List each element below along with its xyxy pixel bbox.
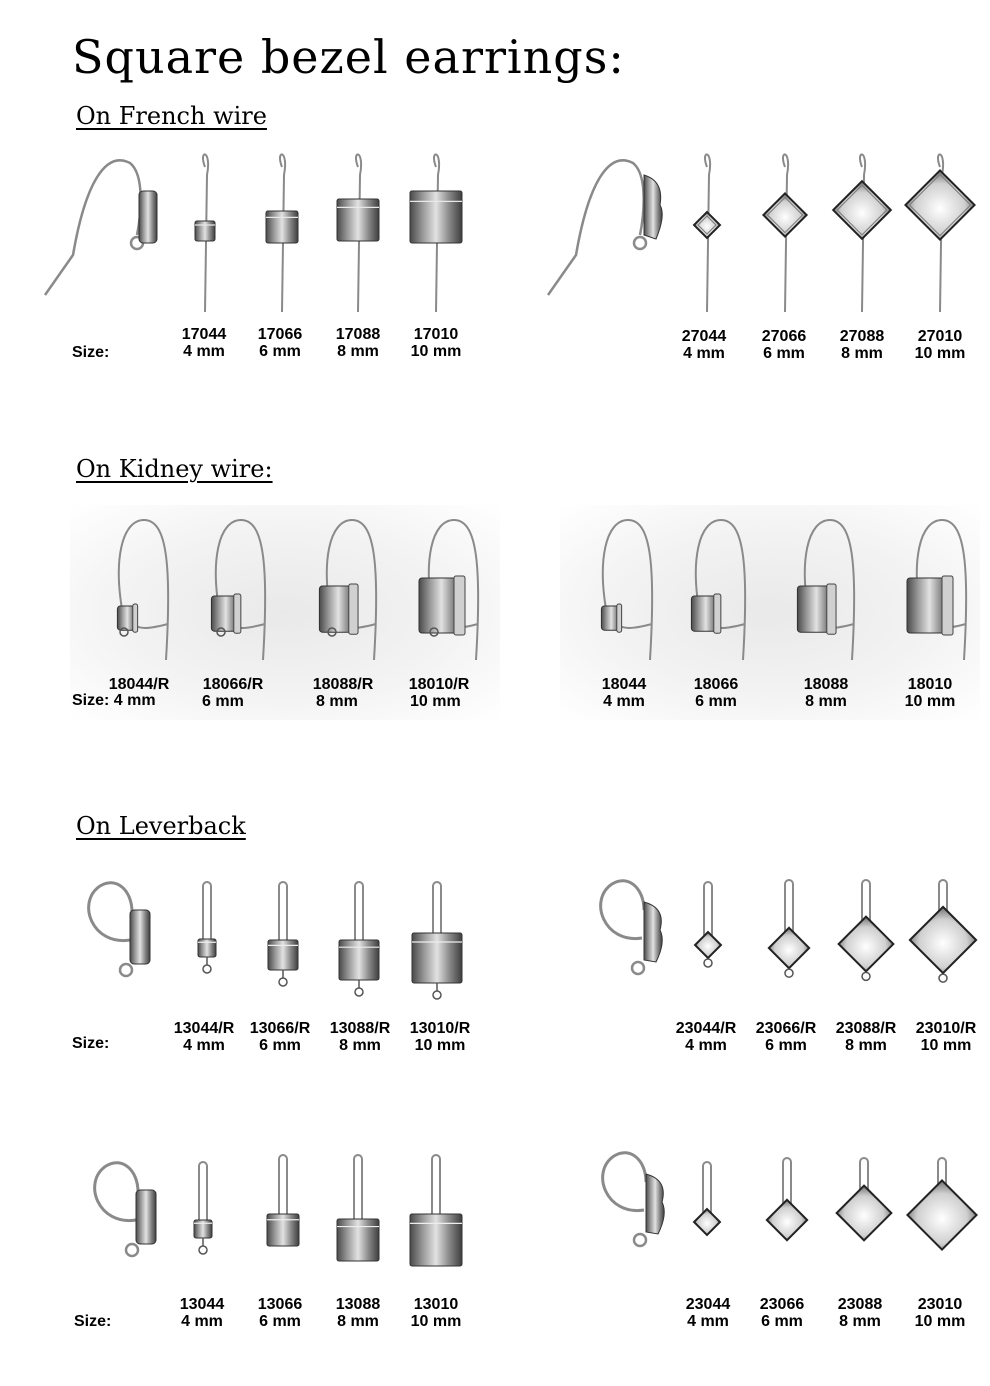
product-label-23066R xyxy=(750,1020,822,1054)
product-size-18010R: 10 mm xyxy=(410,693,461,710)
bezel-edge xyxy=(349,584,358,634)
product-code: 13044/R xyxy=(173,1020,235,1037)
wire-loop xyxy=(126,1244,138,1256)
size-label-leverback: Size: xyxy=(72,1035,110,1052)
product-size: 6 mm xyxy=(695,693,737,710)
product-code: 23066/R xyxy=(755,1020,817,1037)
product-size: 8 mm xyxy=(337,1313,379,1330)
product-code: 18066 xyxy=(693,676,739,693)
product-label-18010 xyxy=(898,676,962,710)
product-code: 17088 xyxy=(335,326,381,343)
product-label-13066R xyxy=(244,1020,316,1054)
product-size: 6 mm xyxy=(259,1313,301,1330)
bezel-edge xyxy=(714,594,721,633)
leverback-front xyxy=(279,1155,287,1218)
jump-ring xyxy=(279,978,287,986)
product-label-18010R xyxy=(402,676,476,693)
jump-ring xyxy=(862,972,870,980)
diamond-bezel xyxy=(767,1200,807,1240)
leverback-side xyxy=(95,1163,138,1221)
page-title: Square bezel earrings: xyxy=(72,30,625,84)
square-bezel xyxy=(268,940,298,970)
bezel-edge xyxy=(827,584,836,634)
product-code: 18044/R xyxy=(108,676,170,693)
product-code: 23088/R xyxy=(835,1020,897,1037)
leverback-front xyxy=(199,1162,207,1224)
section-heading-kidney: On Kidney wire: xyxy=(76,455,273,483)
bezel-edge xyxy=(234,594,241,633)
product-label-23066 xyxy=(750,1296,814,1330)
square-bezel-side xyxy=(139,191,157,243)
diamond-bezel xyxy=(905,170,974,239)
kidney-wire xyxy=(603,520,652,660)
leverback-front xyxy=(279,882,287,944)
product-size: 10 mm xyxy=(410,1313,462,1330)
leverback-front xyxy=(354,1155,362,1223)
product-size: 6 mm xyxy=(259,343,301,360)
wire-loop xyxy=(634,1234,646,1246)
product-size: 4 mm xyxy=(685,1037,727,1054)
product-code: 13010 xyxy=(413,1296,459,1313)
square-bezel-side xyxy=(136,1190,156,1244)
product-code: 18010 xyxy=(907,676,953,693)
product-code: 13066/R xyxy=(249,1020,311,1037)
section-heading-french: On French wire xyxy=(76,102,267,130)
square-bezel-side xyxy=(130,910,150,964)
product-label-13010R xyxy=(404,1020,476,1054)
product-size: 4 mm xyxy=(603,693,645,710)
product-label-18044 xyxy=(592,676,656,710)
product-code: 13088 xyxy=(335,1296,381,1313)
diamond-bezel xyxy=(769,928,809,968)
product-code: 13010/R xyxy=(409,1020,471,1037)
product-size: 6 mm xyxy=(763,345,805,362)
product-size-18088R: 8 mm xyxy=(316,693,358,710)
square-bezel xyxy=(266,211,298,243)
product-label-13044R xyxy=(168,1020,240,1054)
product-size: 6 mm xyxy=(765,1037,807,1054)
product-label-13088 xyxy=(326,1296,390,1330)
product-label-27044 xyxy=(672,328,736,362)
product-label-23010R xyxy=(908,1020,984,1054)
jump-ring xyxy=(199,1246,207,1254)
size-label-french: Size: xyxy=(72,344,110,361)
diamond-bezel xyxy=(763,193,806,236)
product-code: 23044/R xyxy=(675,1020,737,1037)
product-code: 27088 xyxy=(839,328,885,345)
diamond-bezel-side xyxy=(646,1174,664,1234)
product-size: 4 mm xyxy=(181,1313,223,1330)
jump-ring xyxy=(433,991,441,999)
diamond-bezel xyxy=(907,1180,976,1249)
diamond-bezel xyxy=(839,917,894,972)
leverback-front xyxy=(433,882,441,937)
product-label-17010 xyxy=(404,326,468,360)
product-label-17066 xyxy=(248,326,312,360)
diamond-bezel-side xyxy=(644,175,662,239)
product-label-13088R xyxy=(324,1020,396,1054)
product-size: 8 mm xyxy=(845,1037,887,1054)
french-wire-side xyxy=(548,160,644,295)
product-code: 23088 xyxy=(837,1296,883,1313)
product-code: 18066/R xyxy=(202,676,264,693)
product-code: 18088/R xyxy=(312,676,374,693)
product-code: 27010 xyxy=(917,328,963,345)
leverback-front xyxy=(203,882,211,943)
product-code: 17010 xyxy=(413,326,459,343)
product-label-18066 xyxy=(684,676,748,710)
product-code: 23044 xyxy=(685,1296,731,1313)
product-code: 13044 xyxy=(179,1296,225,1313)
product-label-17088 xyxy=(326,326,390,360)
product-code: 17044 xyxy=(181,326,227,343)
product-code: 17066 xyxy=(257,326,303,343)
leverback-side xyxy=(601,881,644,939)
product-code: 23010/R xyxy=(915,1020,977,1037)
product-size: 4 mm xyxy=(683,345,725,362)
product-code: 18044 xyxy=(601,676,647,693)
product-label-18044R xyxy=(104,676,174,693)
leverback-front xyxy=(355,882,363,944)
product-size: 10 mm xyxy=(914,1313,966,1330)
square-bezel xyxy=(339,940,379,980)
product-code: 13066 xyxy=(257,1296,303,1313)
product-code: 27066 xyxy=(761,328,807,345)
bezel-edge xyxy=(617,604,622,632)
product-size: 8 mm xyxy=(805,693,847,710)
product-label-13010 xyxy=(404,1296,468,1330)
product-size-18066R: 6 mm xyxy=(202,693,244,710)
leverback-side xyxy=(89,883,132,941)
diamond-bezel xyxy=(833,181,891,239)
product-code: 27044 xyxy=(681,328,727,345)
size-label-kidney: Size: 4 mm xyxy=(72,692,156,709)
bezel-edge xyxy=(133,604,138,632)
product-label-27066 xyxy=(752,328,816,362)
jump-ring xyxy=(704,959,712,967)
product-label-23044 xyxy=(676,1296,740,1330)
jump-ring xyxy=(203,965,211,973)
diamond-bezel xyxy=(910,907,976,973)
wire-loop xyxy=(632,962,644,974)
product-label-18088 xyxy=(794,676,858,710)
diamond-bezel-side xyxy=(644,902,662,962)
product-label-27088 xyxy=(830,328,894,362)
product-label-23044R xyxy=(670,1020,742,1054)
square-bezel xyxy=(337,199,379,241)
product-label-23010 xyxy=(908,1296,972,1330)
product-size: 8 mm xyxy=(339,1037,381,1054)
product-size: 8 mm xyxy=(841,345,883,362)
square-bezel xyxy=(337,1219,379,1261)
product-label-17044 xyxy=(172,326,236,360)
product-size: 10 mm xyxy=(914,345,966,362)
kidney-wire xyxy=(216,520,265,660)
product-size: 6 mm xyxy=(761,1313,803,1330)
product-size: 4 mm xyxy=(113,692,156,709)
square-bezel xyxy=(195,221,215,241)
leverback-front xyxy=(432,1155,440,1218)
product-code: 18088 xyxy=(803,676,849,693)
product-label-18088R xyxy=(306,676,380,693)
product-code: 18010/R xyxy=(408,676,470,693)
product-label-23088R xyxy=(830,1020,902,1054)
french-wire-side xyxy=(45,160,141,295)
diamond-bezel xyxy=(694,1209,720,1235)
wire-loop xyxy=(120,964,132,976)
square-bezel xyxy=(410,191,462,243)
product-size: 8 mm xyxy=(337,343,379,360)
square-bezel xyxy=(412,933,462,983)
size-label-leverback-2: Size: xyxy=(74,1313,112,1330)
wire-loop xyxy=(634,237,646,249)
product-size: 6 mm xyxy=(259,1037,301,1054)
product-size: 8 mm xyxy=(839,1313,881,1330)
diamond-bezel xyxy=(695,932,721,958)
diamond-bezel xyxy=(837,1186,892,1241)
product-label-18066R xyxy=(198,676,268,693)
product-size: 4 mm xyxy=(687,1313,729,1330)
product-code: 13088/R xyxy=(329,1020,391,1037)
square-bezel xyxy=(267,1214,299,1246)
bezel-edge xyxy=(942,576,953,635)
section-heading-leverback: On Leverback xyxy=(76,812,246,840)
jump-ring xyxy=(939,974,947,982)
product-size: 4 mm xyxy=(183,343,225,360)
jump-ring xyxy=(355,988,363,996)
product-code: 23010 xyxy=(917,1296,963,1313)
product-label-13066 xyxy=(248,1296,312,1330)
leverback-side xyxy=(603,1153,646,1211)
jump-ring xyxy=(785,969,793,977)
product-size: 4 mm xyxy=(183,1037,225,1054)
product-size: 10 mm xyxy=(920,1037,972,1054)
product-label-23088 xyxy=(828,1296,892,1330)
product-size: 10 mm xyxy=(904,693,956,710)
bezel-edge xyxy=(454,576,465,635)
product-label-27010 xyxy=(908,328,972,362)
kidney-wire xyxy=(119,520,168,660)
product-size: 10 mm xyxy=(414,1037,466,1054)
product-label-13044 xyxy=(170,1296,234,1330)
product-code: 23066 xyxy=(759,1296,805,1313)
product-size: 10 mm xyxy=(410,343,462,360)
square-bezel xyxy=(410,1214,462,1266)
kidney-wire xyxy=(696,520,745,660)
